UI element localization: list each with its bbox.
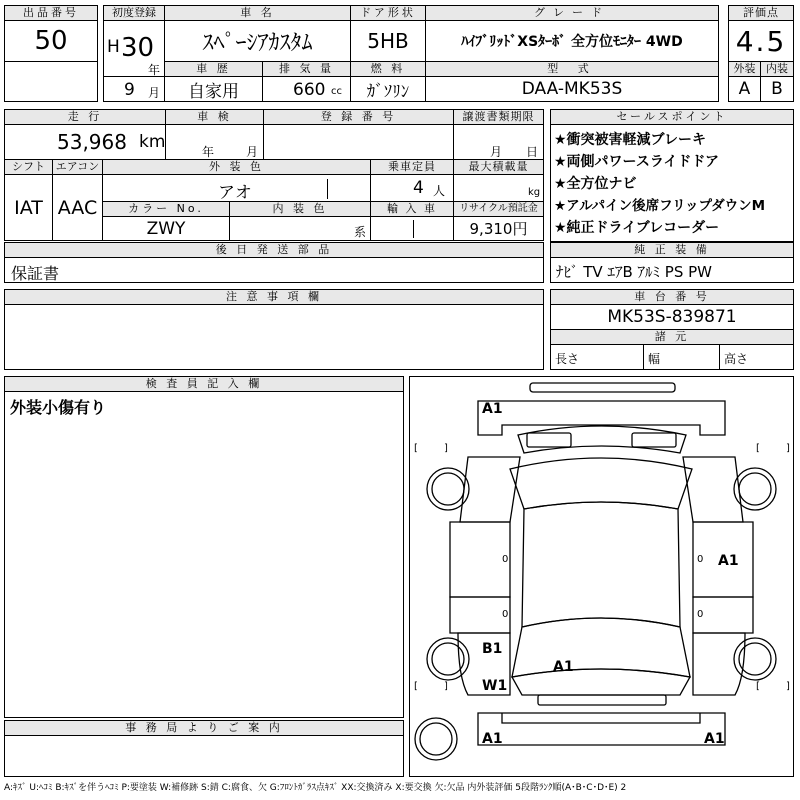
- chassis-number: MK53S-839871: [550, 304, 794, 330]
- rear-garnish: [538, 695, 666, 705]
- sales-point-4: ★アルパイン後席フリップダウンM: [554, 198, 766, 214]
- front-grille: [518, 426, 686, 453]
- rear-bumper: [478, 713, 725, 745]
- max-load-header: 最大積載量: [453, 159, 544, 175]
- exterior-grade-header: 外装: [728, 61, 761, 77]
- displacement-unit: cc: [331, 86, 342, 97]
- shift-header: シフト: [4, 159, 53, 175]
- capacity-unit: 人: [433, 184, 446, 198]
- left-front-door: [450, 522, 510, 597]
- zero-left-rear: 0: [502, 609, 509, 620]
- int-color: [229, 216, 371, 241]
- grade: ﾊｲﾌﾞﾘｯﾄﾞXSﾀｰﾎﾞ 全方位ﾓﾆﾀｰ 4WD: [425, 20, 719, 62]
- inspector-header: 検 査 員 記 入 欄: [4, 376, 404, 392]
- recycle-fee: 9,310円: [453, 216, 544, 241]
- sales-point-5: ★純正ドライブレコーダー: [554, 220, 720, 236]
- year-unit: 年: [148, 63, 161, 77]
- int-color-suffix: 系: [354, 225, 367, 239]
- ext-color: アオ: [218, 183, 252, 202]
- inspector-notes: 外装小傷有り: [10, 398, 107, 417]
- first-registration-month: [103, 76, 165, 102]
- mileage: [4, 124, 166, 160]
- zero-right-rear: 0: [697, 609, 704, 620]
- mark-front-left: A1: [482, 401, 503, 417]
- displacement-header: 排 気 量: [262, 61, 351, 77]
- interior-grade-header: 内装: [760, 61, 794, 77]
- front-bumper: [478, 401, 725, 435]
- legend: A:ｷｽﾞ U:ﾍｺﾐ B:ｷｽﾞを伴うﾍｺﾐ P:要塗装 W:補修跡 S:錆 C:腐食、欠 G:ﾌﾛﾝﾄｶﾞﾗｽ点ｷｽﾞ XX:交換済み X:要交換 欠:欠品 内外装評価 5段階ﾗﾝｸ順(A･B･C･D･E) 2: [4, 783, 627, 793]
- car-diagram-frame: [409, 376, 794, 777]
- bracket-right-rear-close: ]: [786, 681, 790, 692]
- reg-number: [263, 124, 454, 160]
- mileage-header: 走 行: [4, 109, 166, 125]
- right-front-wheel: [734, 468, 776, 510]
- right-rear-wheel: [734, 638, 776, 680]
- spare-wheel: [415, 718, 457, 760]
- max-load: [453, 174, 544, 202]
- interior-grade: B: [760, 76, 794, 102]
- sales-point-3: ★全方位ナビ: [554, 176, 637, 192]
- bracket-left-front-close: ]: [444, 443, 448, 454]
- width: 幅: [643, 344, 720, 370]
- mark-left-quarter: W1: [482, 678, 508, 694]
- zero-right-front: 0: [697, 554, 704, 565]
- inspection-month-unit: 月: [246, 145, 259, 159]
- height: 高さ: [719, 344, 794, 370]
- model-code-header: 型 式: [425, 61, 719, 77]
- lot-number-blank: [4, 61, 98, 102]
- max-load-unit: kg: [528, 187, 541, 198]
- sales-point-2: ★両側パワースライドドア: [554, 154, 720, 170]
- fuel: ｶﾞｿﾘﾝ: [350, 76, 426, 102]
- inspector-area: [4, 391, 404, 718]
- score: 4.5: [728, 20, 794, 62]
- sales-points-header: セールスポイント: [550, 109, 794, 125]
- reg-month: 9: [124, 80, 135, 100]
- bracket-right-front-close: ]: [786, 443, 790, 454]
- mark-rear-right: A1: [704, 731, 725, 747]
- front-bumper-top: [530, 383, 675, 392]
- lot-number: 50: [4, 20, 98, 62]
- ext-color-divider: [327, 179, 328, 199]
- ext-color-cell: [102, 174, 371, 202]
- inspection-expiry: [165, 124, 264, 160]
- genuine-equipment-header: 純 正 装 備: [550, 242, 794, 258]
- mileage-unit: km: [139, 132, 166, 152]
- aircon: AAC: [52, 174, 103, 241]
- import: [370, 216, 454, 241]
- chassis-number-header: 車 台 番 号: [550, 289, 794, 305]
- capacity: [370, 174, 454, 202]
- dimensions-header: 諸 元: [550, 329, 794, 345]
- door-type-header: ドア形状: [350, 5, 426, 21]
- office-area: [4, 735, 404, 777]
- lot-number-header: 出品番号: [4, 5, 98, 21]
- reg-year: 30: [121, 33, 155, 63]
- history: 自家用: [164, 76, 263, 102]
- deadline-day-unit: 日: [526, 145, 539, 159]
- recycle-header: リサイクル預託金: [453, 201, 544, 217]
- length: 長さ: [550, 344, 644, 370]
- later-parts-header: 後 日 発 送 部 品: [4, 242, 544, 258]
- inspection-header: 車 検: [165, 109, 264, 125]
- first-registration-year: [103, 20, 165, 77]
- history-header: 車 歴: [164, 61, 263, 77]
- ext-color-header: 外 装 色: [102, 159, 371, 175]
- back-door: [512, 669, 690, 695]
- int-color-header: 内 装 色: [229, 201, 371, 217]
- car-name-header: 車 名: [164, 5, 351, 21]
- later-parts: 保証書: [4, 257, 544, 283]
- import-divider: [413, 220, 414, 238]
- mileage-value: 53,968: [57, 130, 127, 154]
- capacity-header: 乗車定員: [370, 159, 454, 175]
- roof: [522, 502, 680, 627]
- model-code: DAA-MK53S: [425, 76, 719, 102]
- capacity-value: 4: [413, 178, 424, 198]
- bracket-left-rear-close: ]: [444, 681, 448, 692]
- transfer-deadline-header: 譲渡書類期限: [453, 109, 544, 125]
- deadline-month-unit: 月: [490, 145, 503, 159]
- inspection-year-unit: 年: [202, 145, 215, 159]
- exterior-grade: A: [728, 76, 761, 102]
- left-rear-door: [450, 597, 510, 633]
- left-front-wheel: [427, 468, 469, 510]
- front-light-right: [632, 433, 676, 447]
- genuine-equipment: ﾅﾋﾞ TV ｴｱB ｱﾙﾐ PS PW: [550, 257, 794, 283]
- month-unit: 月: [148, 86, 161, 100]
- rear-glass: [512, 618, 690, 677]
- door-type: 5HB: [350, 20, 426, 62]
- notes-header: 注 意 事 項 欄: [4, 289, 544, 305]
- bracket-left-front: [: [414, 443, 418, 454]
- notes-area: [4, 304, 544, 370]
- office-header: 事 務 局 よ り ご 案 内: [4, 720, 404, 736]
- shift: IAT: [4, 174, 53, 241]
- color-no-header: カラー No.: [102, 201, 230, 217]
- color-no: ZWY: [102, 216, 230, 241]
- aircon-header: エアコン: [52, 159, 103, 175]
- bracket-right-rear: [: [756, 681, 760, 692]
- zero-left-front: 0: [502, 554, 509, 565]
- score-header: 評価点: [728, 5, 794, 21]
- sales-point-1: ★衝突被害軽減ブレーキ: [554, 132, 706, 148]
- era: H: [107, 37, 120, 57]
- fuel-header: 燃 料: [350, 61, 426, 77]
- bracket-right-front: [: [756, 443, 760, 454]
- mark-roof-rear: A1: [553, 659, 574, 675]
- import-header: 輸 入 車: [370, 201, 454, 217]
- car-name: ｽﾍﾟｰｼｱｶｽﾀﾑ: [164, 20, 351, 62]
- reg-number-header: 登 録 番 号: [263, 109, 454, 125]
- right-quarter: [693, 633, 745, 695]
- left-rear-wheel: [427, 638, 469, 680]
- displacement: [262, 76, 351, 102]
- mark-right-door: A1: [718, 553, 739, 569]
- transfer-deadline: [453, 124, 544, 160]
- sales-points-box: [550, 124, 794, 242]
- car-diagram: [410, 377, 793, 776]
- grade-header: グレード: [425, 5, 719, 21]
- front-light-left: [527, 433, 571, 447]
- first-registration-header: 初度登録: [103, 5, 165, 21]
- mark-left-rear-door: B1: [482, 641, 503, 657]
- mark-rear-left: A1: [482, 731, 503, 747]
- bracket-left-rear: [: [414, 681, 418, 692]
- displacement-value: 660: [293, 80, 326, 100]
